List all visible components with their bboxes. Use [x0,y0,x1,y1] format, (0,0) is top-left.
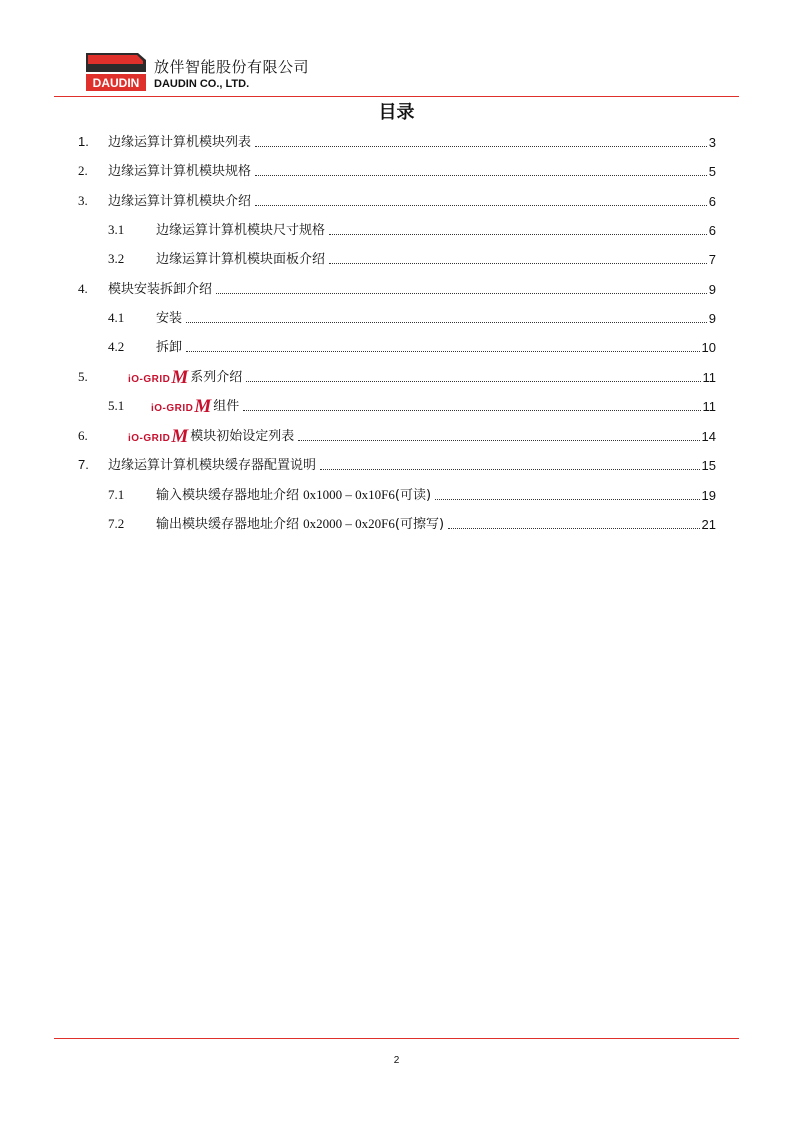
toc-item-2[interactable] [0,160,793,182]
toc-title: 安装 [156,311,183,326]
toc-title: 模块初始设定列表 [190,429,295,444]
toc-item-5[interactable] [0,366,793,388]
toc-number: 1. [78,134,89,149]
toc-title: 边缘运算计算机模块规格 [108,164,252,179]
leader-dots [255,145,707,147]
toc-item-5-1[interactable] [0,395,793,417]
toc-page-number: 5 [708,164,716,179]
io-grid-m-logo: iO-GRID M [151,396,212,417]
toc-page-number: 3 [708,135,716,150]
svg-text:DAUDIN: DAUDIN [92,76,140,90]
toc-page-number: 21 [701,517,716,532]
toc-number: 4.1 [108,310,125,325]
toc-number: 7.1 [108,487,125,502]
toc-page-number: 15 [701,458,716,473]
page-title: 目录 [378,102,415,123]
leader-dots [298,439,699,441]
toc-page-number: 9 [708,311,716,326]
toc-page-number: 11 [702,399,716,414]
leader-dots [216,292,707,294]
toc-number: 5. [78,369,88,384]
daudin-logo [86,51,146,93]
leader-dots [186,350,700,352]
toc-number: 2. [78,163,88,178]
toc-page-number: 19 [701,488,716,503]
toc-item-7-1[interactable] [0,484,793,506]
toc-number: 3.2 [108,251,125,266]
leader-dots [255,174,707,176]
toc-page-number: 6 [708,194,716,209]
toc-page-number: 10 [701,340,716,355]
toc-number: 3. [78,193,88,208]
toc-title: 模块安装拆卸介绍 [108,282,213,297]
toc-number: 7.2 [108,516,125,531]
toc-page-number: 11 [702,370,716,385]
toc-item-7[interactable] [0,454,793,476]
toc-page-number: 14 [701,429,716,444]
toc-number: 4.2 [108,339,125,354]
toc-number: 5.1 [108,398,125,413]
leader-dots [320,468,700,470]
toc-page-number: 6 [708,223,716,238]
leader-dots [435,498,700,500]
toc-item-3-2[interactable] [0,248,793,270]
leader-dots [243,409,700,411]
toc-item-4[interactable] [0,278,793,300]
footer-divider [54,1038,739,1039]
company-name [154,58,309,91]
company-name-cn: 放伴智能股份有限公司 [154,58,310,76]
company-name-en: DAUDIN CO., LTD. [154,78,250,90]
toc-item-7-2[interactable] [0,513,793,535]
toc-title: 边缘运算计算机模块列表 [108,135,252,150]
leader-dots [448,527,700,529]
leader-dots [186,321,707,323]
toc-item-3-1[interactable] [0,219,793,241]
leader-dots [246,380,700,382]
page-number: 2 [393,1055,400,1066]
toc-title: 输出模块缓存器地址介绍 0x2000 – 0x20F6(可擦写) [156,516,445,532]
toc-number: 6. [78,428,88,443]
toc-number: 4. [78,281,88,296]
toc-title: 边缘运算计算机模块面板介绍 [156,252,326,267]
toc-item-6[interactable] [0,425,793,447]
toc-item-4-1[interactable] [0,307,793,329]
toc-number: 7. [78,457,89,472]
io-grid-m-logo: iO-GRID M [128,367,189,388]
toc-item-3[interactable] [0,190,793,212]
toc-title: 边缘运算计算机模块缓存器配置说明 [108,458,317,473]
toc-number: 3.1 [108,222,125,237]
toc-title: 拆卸 [156,340,183,355]
header-divider [54,96,739,97]
toc-item-1[interactable] [0,131,793,153]
toc-title: 系列介绍 [190,370,243,385]
leader-dots [329,262,707,264]
toc-title: 输入模块缓存器地址介绍 0x1000 – 0x10F6(可读) [156,487,432,503]
leader-dots [329,233,707,235]
toc-page-number: 9 [708,282,716,297]
toc-title: 边缘运算计算机模块介绍 [108,194,252,209]
io-grid-m-logo: iO-GRID M [128,426,189,447]
toc-title: 组件 [213,399,240,414]
toc-item-4-2[interactable] [0,336,793,358]
leader-dots [255,204,707,206]
toc-page-number: 7 [708,252,716,267]
toc-title: 边缘运算计算机模块尺寸规格 [156,223,326,238]
